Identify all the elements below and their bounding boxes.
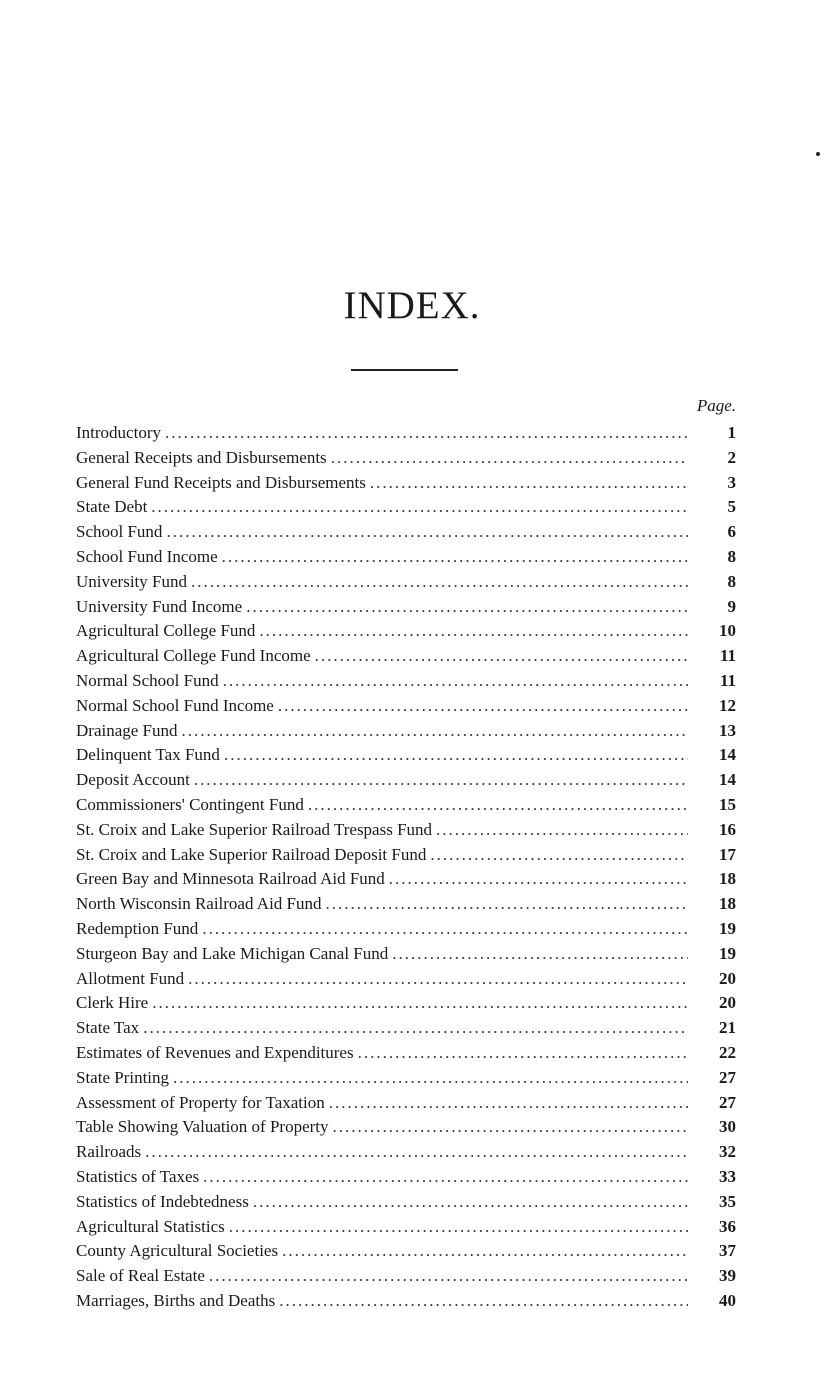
index-entry — [76, 694, 740, 719]
dot-leader — [370, 471, 688, 496]
dot-leader — [392, 942, 688, 967]
dot-leader — [229, 1215, 688, 1240]
index-entry-label: Statistics of Taxes — [76, 1166, 200, 1186]
index-entry-page: 8 — [727, 546, 736, 566]
index-entry — [76, 669, 740, 694]
dot-leader — [191, 570, 688, 595]
dot-leader — [430, 843, 688, 868]
dot-leader — [389, 867, 688, 892]
dot-leader — [246, 595, 688, 620]
index-entry-label: St. Croix and Lake Superior Railroad Trespass Fund — [76, 819, 433, 839]
index-entry-label: Introductory — [76, 423, 161, 442]
index-entry-page: 14 — [719, 745, 736, 765]
dot-leader — [282, 1239, 688, 1264]
index-entry — [76, 1091, 740, 1116]
index-entry — [76, 1239, 740, 1264]
index-entry-label: Agricultural College Fund — [76, 621, 256, 641]
ink-speck — [816, 152, 820, 156]
index-entry-label: Agricultural Statistics — [76, 1216, 225, 1236]
index-entry-page: 2 — [727, 447, 736, 467]
index-entry-page: 15 — [719, 794, 736, 814]
index-entry-page: 39 — [719, 1266, 736, 1286]
index-entry-page: 20 — [719, 968, 736, 988]
index-entry — [76, 446, 740, 471]
index-entry-label: Agricultural College Fund Income — [76, 646, 311, 666]
index-entry-label: University Fund Income — [76, 596, 243, 616]
index-entry-page: 16 — [719, 819, 736, 839]
index-entry-label: State Tax — [76, 1018, 140, 1038]
index-entry-label: Deposit Account — [76, 770, 190, 790]
dot-leader — [145, 1140, 688, 1165]
index-entry-label: School Fund Income — [76, 546, 218, 566]
title-divider — [351, 369, 458, 371]
dot-leader — [151, 495, 688, 520]
dot-leader — [173, 1066, 688, 1091]
dot-leader — [315, 644, 688, 669]
index-entry-page: 20 — [719, 993, 736, 1013]
dot-leader — [326, 892, 689, 917]
index-entry-page: 5 — [727, 497, 736, 517]
index-entry-label: University Fund — [76, 571, 187, 591]
index-entry-label: Drainage Fund — [76, 720, 178, 740]
index-entry-page: 9 — [727, 596, 736, 616]
index-entry — [76, 1140, 740, 1165]
dot-leader — [253, 1190, 688, 1215]
dot-leader — [203, 1165, 688, 1190]
index-entry — [76, 793, 740, 818]
index-entry — [76, 818, 740, 843]
dot-leader — [143, 1016, 688, 1041]
dot-leader — [224, 743, 688, 768]
index-entry-page: 30 — [719, 1117, 736, 1137]
dot-leader — [194, 768, 688, 793]
dot-leader — [259, 619, 688, 644]
dot-leader — [223, 669, 688, 694]
index-entry — [76, 1041, 740, 1066]
index-entry — [76, 1215, 740, 1240]
index-entry — [76, 1289, 740, 1314]
index-entry-label: Table Showing Valuation of Property — [76, 1117, 329, 1137]
index-entry-label: Railroads — [76, 1142, 142, 1162]
index-entry-label: Normal School Fund Income — [76, 695, 274, 715]
index-entry — [76, 520, 740, 545]
index-entry — [76, 1066, 740, 1091]
index-entry-label: Sale of Real Estate — [76, 1266, 205, 1286]
index-entry — [76, 843, 740, 868]
index-entry — [76, 967, 740, 992]
index-entry-page: 17 — [719, 844, 736, 864]
index-entry-page: 6 — [727, 522, 736, 542]
index-entry-page: 40 — [719, 1290, 736, 1310]
index-entry-page: 18 — [719, 894, 736, 914]
index-entry — [76, 570, 740, 595]
index-entry — [76, 1190, 740, 1215]
dot-leader — [308, 793, 688, 818]
index-entry-page: 36 — [719, 1216, 736, 1236]
index-entry — [76, 595, 740, 620]
dot-leader — [331, 446, 688, 471]
index-entry-page: 11 — [719, 670, 736, 690]
index-entry-page: 22 — [719, 1042, 736, 1062]
index-entry-label: General Fund Receipts and Disbursements — [76, 472, 366, 492]
index-entry — [76, 1016, 740, 1041]
index-entry — [76, 768, 740, 793]
index-entry-label: General Receipts and Disbursements — [76, 447, 327, 467]
index-entry-page: 12 — [719, 695, 736, 715]
index-entry-label: Sturgeon Bay and Lake Michigan Canal Fund — [76, 943, 389, 963]
index-entry-page: 19 — [719, 943, 736, 963]
index-entry-page: 21 — [719, 1018, 736, 1038]
index-entry-page: 10 — [719, 621, 736, 641]
index-entry-page: 35 — [719, 1191, 736, 1211]
index-entry — [76, 719, 740, 744]
index-entry — [76, 1264, 740, 1289]
dot-leader — [165, 421, 688, 446]
dot-leader — [222, 545, 688, 570]
index-entry — [76, 545, 740, 570]
index-entry-label: Green Bay and Minnesota Railroad Aid Fund — [76, 869, 385, 889]
index-entry-page: 1 — [727, 423, 736, 442]
dot-leader — [436, 818, 688, 843]
index-entry-page: 13 — [719, 720, 736, 740]
index-entry-label: North Wisconsin Railroad Aid Fund — [76, 894, 322, 914]
dot-leader — [333, 1115, 688, 1140]
index-entry-label: School Fund — [76, 522, 163, 542]
index-entry-label: Statistics of Indebtedness — [76, 1191, 249, 1211]
index-entry — [76, 867, 740, 892]
index-entry — [76, 1115, 740, 1140]
index-entry — [76, 991, 740, 1016]
dot-leader — [202, 917, 688, 942]
index-list — [76, 421, 740, 1314]
index-entry-label: Assessment of Property for Taxation — [76, 1092, 325, 1112]
index-entry — [76, 471, 740, 496]
index-entry — [76, 743, 740, 768]
index-entry — [76, 619, 740, 644]
page-column-header: Page. — [696, 396, 736, 415]
index-entry-page: 27 — [719, 1092, 736, 1112]
index-entry-page: 37 — [719, 1241, 736, 1261]
index-entry-page: 27 — [719, 1067, 736, 1087]
index-entry-label: Clerk Hire — [76, 993, 149, 1013]
index-entry-label: County Agricultural Societies — [76, 1241, 279, 1261]
index-entry — [76, 495, 740, 520]
dot-leader — [279, 1289, 688, 1314]
index-entry-page: 19 — [719, 918, 736, 938]
index-entry — [76, 917, 740, 942]
index-entry-label: Redemption Fund — [76, 918, 199, 938]
dot-leader — [329, 1091, 688, 1116]
dot-leader — [182, 719, 688, 744]
index-entry — [76, 644, 740, 669]
dot-leader — [358, 1041, 688, 1066]
index-entry-page: 18 — [719, 869, 736, 889]
index-entry-page: 3 — [727, 472, 736, 492]
index-entry — [76, 421, 740, 446]
dot-leader — [152, 991, 688, 1016]
index-entry-label: State Printing — [76, 1067, 170, 1087]
index-entry — [76, 942, 740, 967]
index-entry-label: Delinquent Tax Fund — [76, 745, 220, 765]
dot-leader — [188, 967, 688, 992]
dot-leader — [278, 694, 688, 719]
dot-leader — [166, 520, 688, 545]
dot-leader — [209, 1264, 688, 1289]
index-entry-label: Marriages, Births and Deaths — [76, 1290, 276, 1310]
index-entry-label: State Debt — [76, 497, 148, 517]
page-title: INDEX. — [343, 284, 481, 327]
index-entry-page: 11 — [719, 646, 736, 666]
index-entry-page: 14 — [719, 770, 736, 790]
index-entry-page: 8 — [727, 571, 736, 591]
index-entry-label: Normal School Fund — [76, 670, 219, 690]
index-entry-label: St. Croix and Lake Superior Railroad Deposit Fund — [76, 844, 427, 864]
index-entry — [76, 1165, 740, 1190]
index-entry-label: Allotment Fund — [76, 968, 185, 988]
index-entry-label: Estimates of Revenues and Expenditures — [76, 1042, 354, 1062]
index-entry — [76, 892, 740, 917]
index-entry-label: Commissioners' Contingent Fund — [76, 794, 304, 814]
index-entry-page: 33 — [719, 1166, 736, 1186]
index-entry-page: 32 — [719, 1142, 736, 1162]
